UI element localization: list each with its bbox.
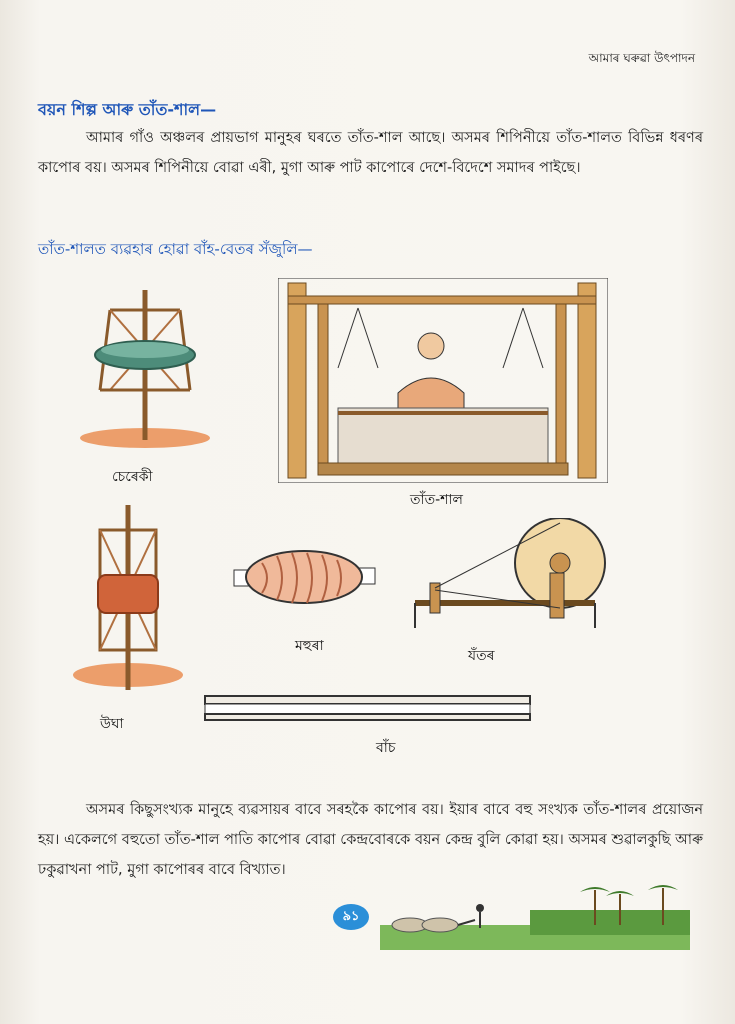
baas-caption: বাঁচ	[376, 740, 396, 756]
intro-paragraph: আমাৰ গাঁও অঞ্চলৰ প্ৰায়ভাগ মানুহৰ ঘৰতে তাঁত-শাল আছে। অসমৰ শিপিনীয়ে তাঁত-শালত বিভিন্ন ধৰণৰ কাপোৰ বয়। অসমৰ শিপিনীয়ে বোৱা এৰী, মুগা আৰু পাট কাপোৰে দেশে-বিদেশে সমাদৰ পাইছে।	[38, 130, 703, 176]
loom-caption: তাঁত-শাল	[410, 492, 463, 508]
mohura-illustration	[232, 548, 377, 608]
ugha-illustration	[70, 505, 190, 695]
running-head: আমাৰ ঘৰুৱা উৎপাদন	[588, 51, 695, 65]
page-number-badge: ৯১	[333, 904, 369, 930]
mohura-caption: মহুৰা	[295, 638, 324, 654]
village-scene-illustration	[380, 880, 690, 950]
jontor-caption: যঁতৰ	[468, 648, 495, 664]
weaving-centres-paragraph: অসমৰ কিছুসংখ্যক মানুহে ব্যৱসায়ৰ বাবে সৰহকৈ কাপোৰ বয়। ইয়াৰ বাবে বহু সংখ্যক তাঁত-শালৰ প্ৰয়োজন হয়। একেলগে বহুতো তাঁত-শাল পাতি কাপোৰ বোৱা কেন্দ্ৰবোৰকে বয়ন কেন্দ্ৰ বুলি কোৱা হয়। অসমৰ শুৱালকুছি আৰু ঢকুৱাখনা পাট, মুগা কাপোৰৰ বাবে বিখ্যাত।	[38, 802, 703, 878]
jontor-illustration	[410, 518, 615, 633]
section-title: বয়ন শিল্প আৰু তাঁত-শাল—	[38, 100, 217, 119]
loom-illustration	[278, 278, 608, 483]
baas-illustration	[200, 690, 535, 724]
ugha-caption: উঘা	[100, 716, 124, 732]
cherek-caption: চেৰেকী	[112, 469, 153, 485]
tools-subtitle: তাঁত-শালত ব্যৱহাৰ হোৱা বাঁহ-বেতৰ সঁজুলি—	[38, 240, 313, 258]
cherek-illustration	[70, 290, 220, 450]
